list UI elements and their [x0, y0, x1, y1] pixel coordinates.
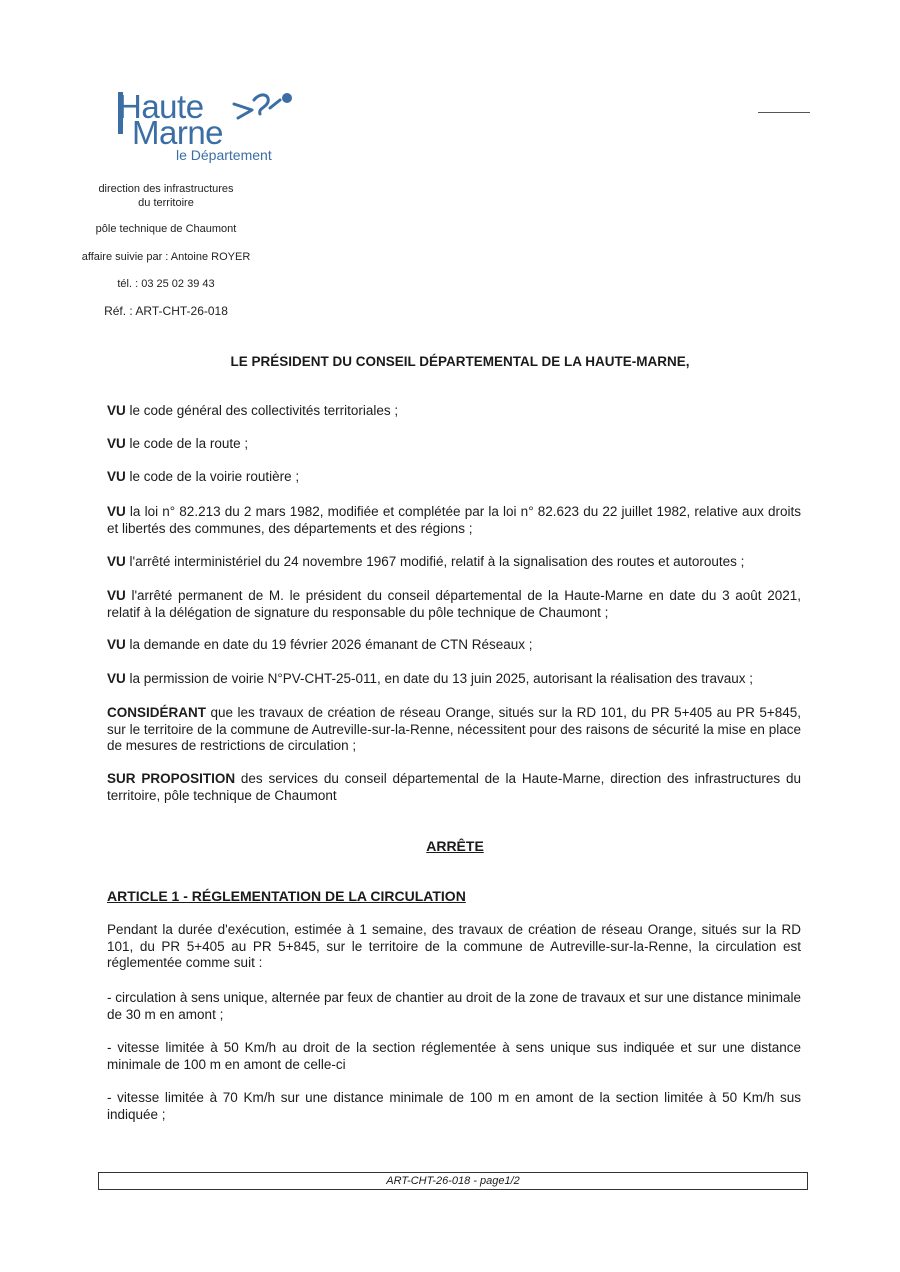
- proposition-text: des services du conseil départemental de la Haute-Marne, direction des infrastructures du territoire, pôle technique de Chaumont: [107, 771, 802, 803]
- sender-direction: [70, 182, 262, 210]
- visa-4: [107, 504, 801, 537]
- direction-line-2: du territoire: [138, 197, 194, 209]
- visa-text: le code de la route ;: [125, 436, 249, 451]
- article-1-paragraph-3: - vitesse limitée à 50 Km/h au droit de la section réglementée à sens unique sus indiquée et sur une distance minimale de 100 m en amont de celle-ci: [107, 1040, 801, 1072]
- visa-lead: VU: [107, 588, 126, 603]
- logo-line-marne: Marne: [132, 114, 224, 151]
- visa-3: [107, 469, 801, 486]
- visa-7: [107, 637, 801, 654]
- visa-text: l'arrêté permanent de M. le président du conseil départemental de la Haute-Marne en date du 3 août 2021, relatif à la délégation de signature du responsable du pôle technique de Chaumont ;: [107, 588, 801, 620]
- logo-line-haute: Haute: [118, 88, 204, 125]
- article-1-paragraph-2: - circulation à sens unique, alternée par feux de chantier au droit de la zone de travaux et sur une distance minimale de 30 m en amont ;: [107, 990, 801, 1022]
- article-1-paragraph-4: - vitesse limitée à 70 Km/h sur une distance minimale de 100 m en amont de la section limitée à 50 Km/h sus indiquée ;: [107, 1090, 801, 1122]
- visa-lead: VU: [107, 403, 126, 418]
- visa-6: [107, 588, 801, 621]
- considerant-lead: CONSIDÉRANT: [107, 705, 207, 720]
- visa-text: la permission de voirie N°PV-CHT-25-011, en date du 13 juin 2025, autorisant la réalisation des travaux ;: [125, 671, 754, 686]
- visa-lead: VU: [107, 504, 126, 519]
- considerant-text: que les travaux de création de réseau Orange, situés sur la RD 101, du PR 5+405 au PR 5+845, sur le territoire de la commune de Autreville-sur-la-Renne, nécessitent pour des raisons de sécurité la mise en place de mesures de restrictions de circulation ;: [107, 705, 801, 754]
- page-footer: ART-CHT-26-018 - page1/2: [98, 1172, 808, 1190]
- visa-text: la demande en date du 19 février 2026 émanant de CTN Réseaux ;: [125, 637, 533, 652]
- proposition-lead: SUR PROPOSITION: [107, 771, 236, 786]
- visa-2: [107, 436, 801, 453]
- visa-lead: VU: [107, 554, 126, 569]
- top-right-rule: [758, 112, 810, 113]
- article-1-paragraph-1: Pendant la durée d'exécution, estimée à 1 semaine, des travaux de création de réseau Orange, situés sur la RD 101, du PR 5+405 au PR 5+845, sur le territoire de la commune de Autreville-sur-la-Renne, la circulation est réglementée comme suit :: [107, 922, 801, 971]
- article-1-title: ARTICLE 1 - RÉGLEMENTATION DE LA CIRCULATION: [107, 888, 466, 904]
- visa-text: l'arrêté interministériel du 24 novembre 1967 modifié, relatif à la signalisation des routes et autoroutes ;: [125, 554, 745, 569]
- logo-swirl-icon: [230, 90, 300, 130]
- sender-tel: tél. : 03 25 02 39 43: [117, 278, 215, 290]
- sender-affaire: affaire suivie par : Antoine ROYER: [81, 251, 251, 263]
- visa-text: le code de la voirie routière ;: [125, 469, 300, 484]
- visa-lead: VU: [107, 469, 126, 484]
- considerant: [107, 705, 801, 755]
- visa-lead: VU: [107, 637, 126, 652]
- visa-1: [107, 403, 801, 420]
- visa-text: le code général des collectivités territoriales ;: [125, 403, 399, 418]
- sender-pole: pôle technique de Chaumont: [95, 223, 237, 235]
- logo-line-departement: le Département: [176, 147, 272, 163]
- sur-proposition: [107, 771, 801, 804]
- visa-text: la loi n° 82.213 du 2 mars 1982, modifiée et complétée par la loi n° 82.623 du 22 juillet 1982, relative aux droits et libertés des communes, des départements et des régions ;: [107, 504, 801, 536]
- visa-8: [107, 671, 801, 688]
- department-logo: [112, 90, 302, 166]
- direction-line-1: direction des infrastructures: [98, 183, 234, 195]
- visa-lead: VU: [107, 671, 126, 686]
- sender-ref: Réf. : ART-CHT-26-018: [104, 304, 228, 318]
- arrete-title: ARRÊTE: [426, 838, 484, 854]
- document-heading: LE PRÉSIDENT DU CONSEIL DÉPARTEMENTAL DE LA HAUTE-MARNE,: [230, 354, 690, 369]
- visa-5: [107, 554, 801, 571]
- visa-lead: VU: [107, 436, 126, 451]
